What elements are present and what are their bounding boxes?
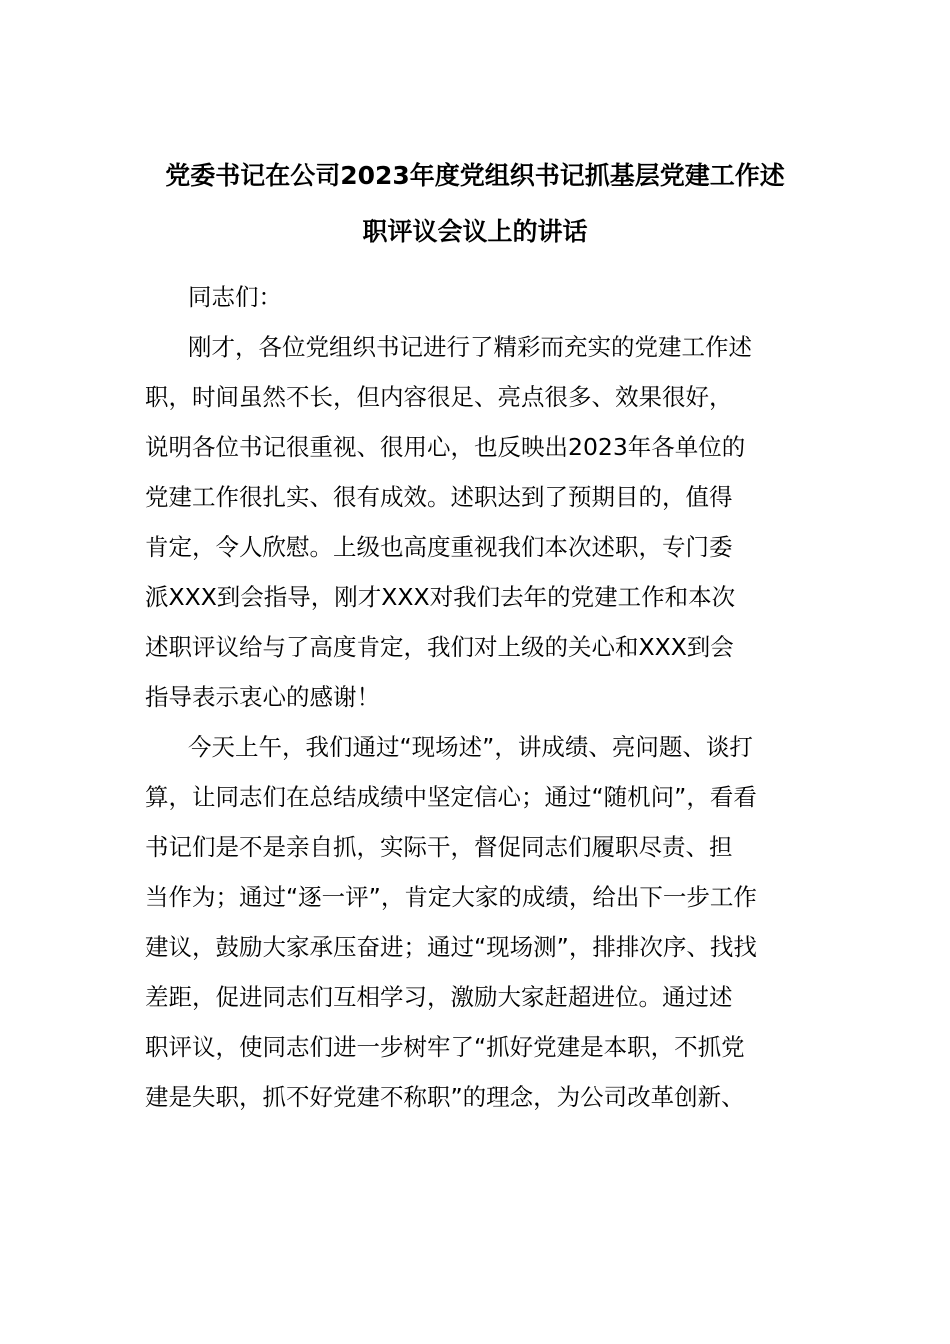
text-line: 派XXX到会指导，刚才XXX对我们去年的党建工作和本次 <box>145 583 736 611</box>
salutation: 同志们： <box>188 283 282 311</box>
title-line: 职评议会议上的讲话 <box>362 217 588 246</box>
title-line: 党委书记在公司2023年度党组织书记抓基层党建工作述 <box>165 161 785 190</box>
text-line: 算，让同志们在总结成绩中坚定信心；通过“随机问”，看看 <box>145 783 757 811</box>
text-line: 差距，促进同志们互相学习，激励大家赶超进位。通过述 <box>145 983 733 1011</box>
text-line: 说明各位书记很重视、很用心，也反映出2023年各单位的 <box>145 433 746 461</box>
document-body <box>145 272 825 1122</box>
text-line: 当作为；通过“逐一评”，肯定大家的成绩，给出下一步工作 <box>145 883 757 911</box>
paragraph-1 <box>145 322 825 722</box>
text-line: 刚才，各位党组织书记进行了精彩而充实的党建工作述 <box>188 333 752 361</box>
text-line: 今天上午，我们通过“现场述”，讲成绩、亮问题、谈打 <box>188 733 753 761</box>
document-title <box>130 148 820 260</box>
text-line: 职，时间虽然不长，但内容很足、亮点很多、效果很好， <box>145 383 733 411</box>
text-line: 职评议，使同志们进一步树牢了“抓好党建是本职，不抓党 <box>145 1033 745 1061</box>
text-line: 肯定，令人欣慰。上级也高度重视我们本次述职，专门委 <box>145 533 733 561</box>
text-line: 述职评议给与了高度肯定，我们对上级的关心和XXX到会 <box>145 633 734 661</box>
text-line: 建议，鼓励大家承压奋进；通过“现场测”，排排次序、找找 <box>145 933 757 961</box>
text-line: 党建工作很扎实、很有成效。述职达到了预期目的，值得 <box>145 483 733 511</box>
paragraph-2 <box>145 722 825 1122</box>
text-line: 指导表示衷心的感谢！ <box>145 683 380 711</box>
text-line: 书记们是不是亲自抓，实际干，督促同志们履职尽责、担 <box>145 833 733 861</box>
text-line: 建是失职，抓不好党建不称职”的理念，为公司改革创新、 <box>145 1083 745 1111</box>
